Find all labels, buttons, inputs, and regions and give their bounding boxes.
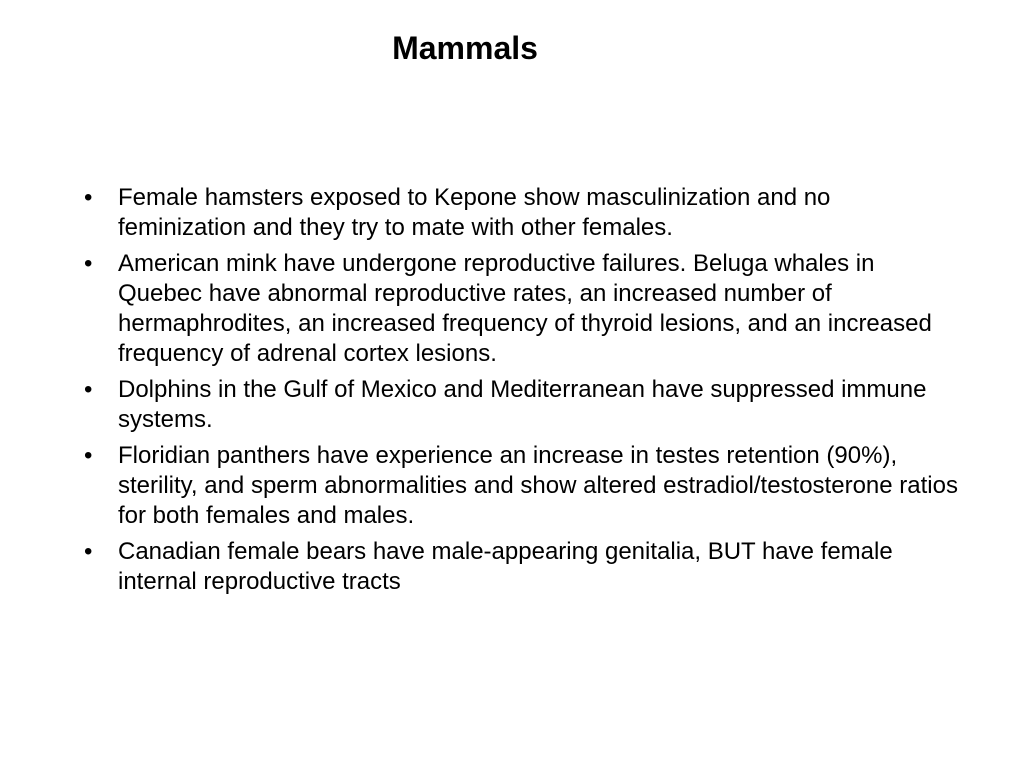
bullet-text: Floridian panthers have experience an increase in testes retention (90%), sterility, and sperm abnormalities and show altered estradiol/testosterone ratios for both females and males. [118, 442, 958, 529]
list-item [78, 375, 958, 435]
slide-title: Mammals [392, 30, 538, 66]
bullet-text: Dolphins in the Gulf of Mexico and Mediterranean have suppressed immune systems. [118, 376, 927, 433]
bullet-text: American mink have undergone reproductive failures. Beluga whales in Quebec have abnormal reproductive rates, an increased number of hermaphrodites, an increased frequency of thyroid lesions, and an increased frequency of adrenal cortex lesions. [118, 250, 932, 367]
list-item [78, 249, 958, 369]
bullet-text: Canadian female bears have male-appearing genitalia, BUT have female internal reproductive tracts [118, 538, 893, 595]
bullet-icon: • [84, 184, 93, 211]
list-item [78, 183, 958, 243]
bullet-icon: • [84, 442, 93, 469]
bullet-list [78, 183, 958, 603]
bullet-icon: • [84, 376, 93, 403]
list-item [78, 441, 958, 531]
bullet-icon: • [84, 250, 93, 277]
list-item [78, 537, 958, 597]
bullet-icon: • [84, 538, 93, 565]
bullet-text: Female hamsters exposed to Kepone show masculinization and no feminization and they try to mate with other females. [118, 184, 831, 241]
